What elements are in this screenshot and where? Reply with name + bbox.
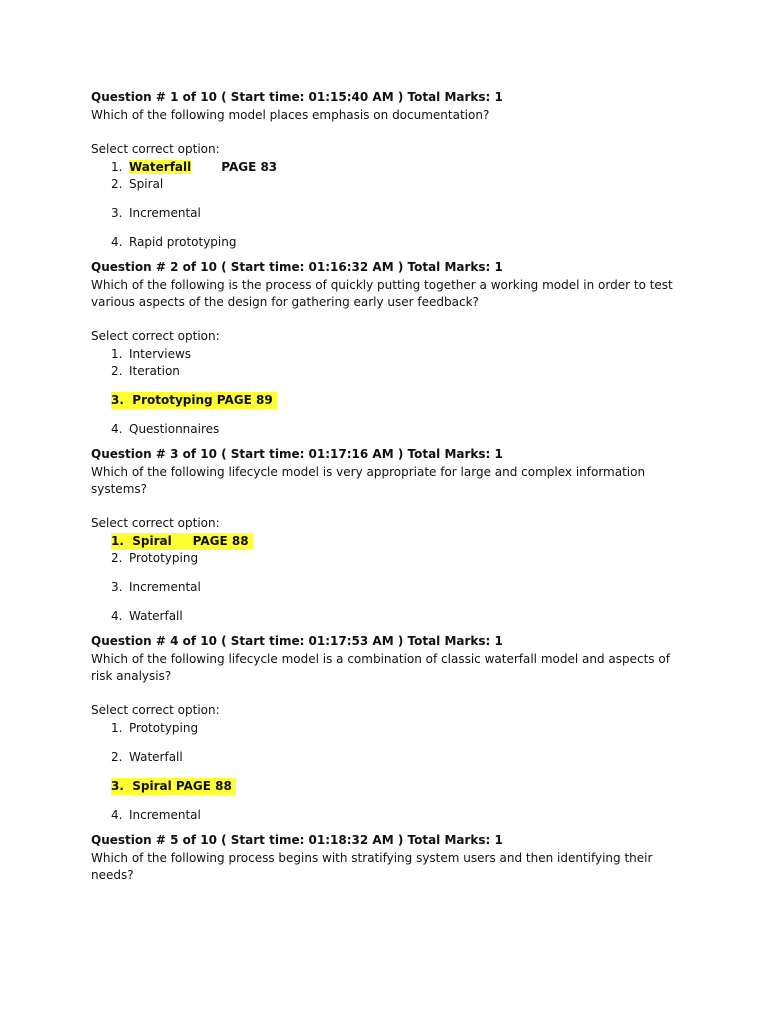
option-number: 2. (111, 750, 123, 764)
question-heading: Question # 3 of 10 ( Start time: 01:17:16 AM ) Total Marks: 1 (91, 447, 503, 461)
option-label: Prototyping (129, 551, 199, 565)
question-text: Which of the following is the process of quickly putting together a working model in order to test various aspects of the design for gathering early user feedback? (91, 278, 673, 309)
question-text: Which of the following lifecycle model is a combination of classic waterfall model and aspects of risk analysis? (91, 652, 670, 683)
question-3 (91, 446, 691, 625)
option-number: 2. (111, 551, 123, 565)
option-item (91, 234, 691, 251)
option-item (91, 807, 691, 824)
quiz-document (91, 89, 691, 884)
question-4 (91, 633, 691, 824)
correct-answer-highlight: Waterfall (129, 160, 192, 174)
option-item (91, 579, 691, 596)
option-number: 1. (111, 534, 124, 548)
option-item (91, 608, 691, 625)
option-number: 1. (111, 160, 123, 174)
question-1 (91, 89, 691, 251)
option-item (91, 778, 691, 795)
option-label: Iteration (129, 364, 180, 378)
question-heading: Question # 5 of 10 ( Start time: 01:18:32 AM ) Total Marks: 1 (91, 833, 503, 847)
option-label: Prototyping PAGE 89 (132, 393, 273, 407)
option-item (91, 176, 691, 193)
option-item (91, 346, 691, 363)
question-text: Which of the following lifecycle model is very appropriate for large and complex information systems? (91, 465, 646, 496)
option-number: 3. (111, 206, 123, 220)
page-reference: PAGE 83 (221, 160, 278, 174)
option-label: Questionnaires (129, 422, 220, 436)
select-label: Select correct option: (91, 329, 220, 343)
option-item (91, 533, 691, 550)
option-item (91, 749, 691, 766)
select-label: Select correct option: (91, 142, 220, 156)
option-number: 2. (111, 364, 123, 378)
option-list (91, 720, 691, 824)
correct-answer-highlight (111, 778, 236, 795)
option-item (91, 550, 691, 567)
option-item (91, 159, 691, 176)
question-5 (91, 832, 691, 884)
option-item (91, 363, 691, 380)
select-label: Select correct option: (91, 703, 220, 717)
option-label: Spiral (129, 177, 164, 191)
question-text: Which of the following process begins with stratifying system users and then identifying their needs? (91, 851, 653, 882)
option-number: 1. (111, 721, 123, 735)
question-heading: Question # 1 of 10 ( Start time: 01:15:40 AM ) Total Marks: 1 (91, 90, 503, 104)
option-label: Waterfall (129, 609, 183, 623)
option-label: Interviews (129, 347, 192, 361)
option-number: 1. (111, 347, 123, 361)
question-heading: Question # 4 of 10 ( Start time: 01:17:53 AM ) Total Marks: 1 (91, 634, 503, 648)
question-heading: Question # 2 of 10 ( Start time: 01:16:32 AM ) Total Marks: 1 (91, 260, 503, 274)
select-label: Select correct option: (91, 516, 220, 530)
correct-answer-highlight (111, 392, 277, 409)
option-label: Incremental (129, 808, 201, 822)
question-text: Which of the following model places emphasis on documentation? (91, 108, 490, 122)
option-label: Incremental (129, 580, 201, 594)
option-number: 4. (111, 422, 123, 436)
option-item (91, 392, 691, 409)
question-2 (91, 259, 691, 438)
option-list (91, 533, 691, 625)
option-item (91, 205, 691, 222)
option-label: Spiral PAGE 88 (132, 534, 249, 548)
option-number: 3. (111, 393, 124, 407)
option-label: Incremental (129, 206, 201, 220)
option-item (91, 720, 691, 737)
option-number: 3. (111, 779, 124, 793)
correct-answer-highlight (111, 533, 253, 550)
option-number: 3. (111, 580, 123, 594)
option-number: 4. (111, 609, 123, 623)
option-item (91, 421, 691, 438)
option-number: 4. (111, 235, 123, 249)
option-number: 4. (111, 808, 123, 822)
option-number: 2. (111, 177, 123, 191)
option-list (91, 346, 691, 438)
option-label: Waterfall (129, 750, 183, 764)
option-label: Prototyping (129, 721, 199, 735)
option-label: Rapid prototyping (129, 235, 237, 249)
option-label: Spiral PAGE 88 (132, 779, 232, 793)
option-list (91, 159, 691, 251)
